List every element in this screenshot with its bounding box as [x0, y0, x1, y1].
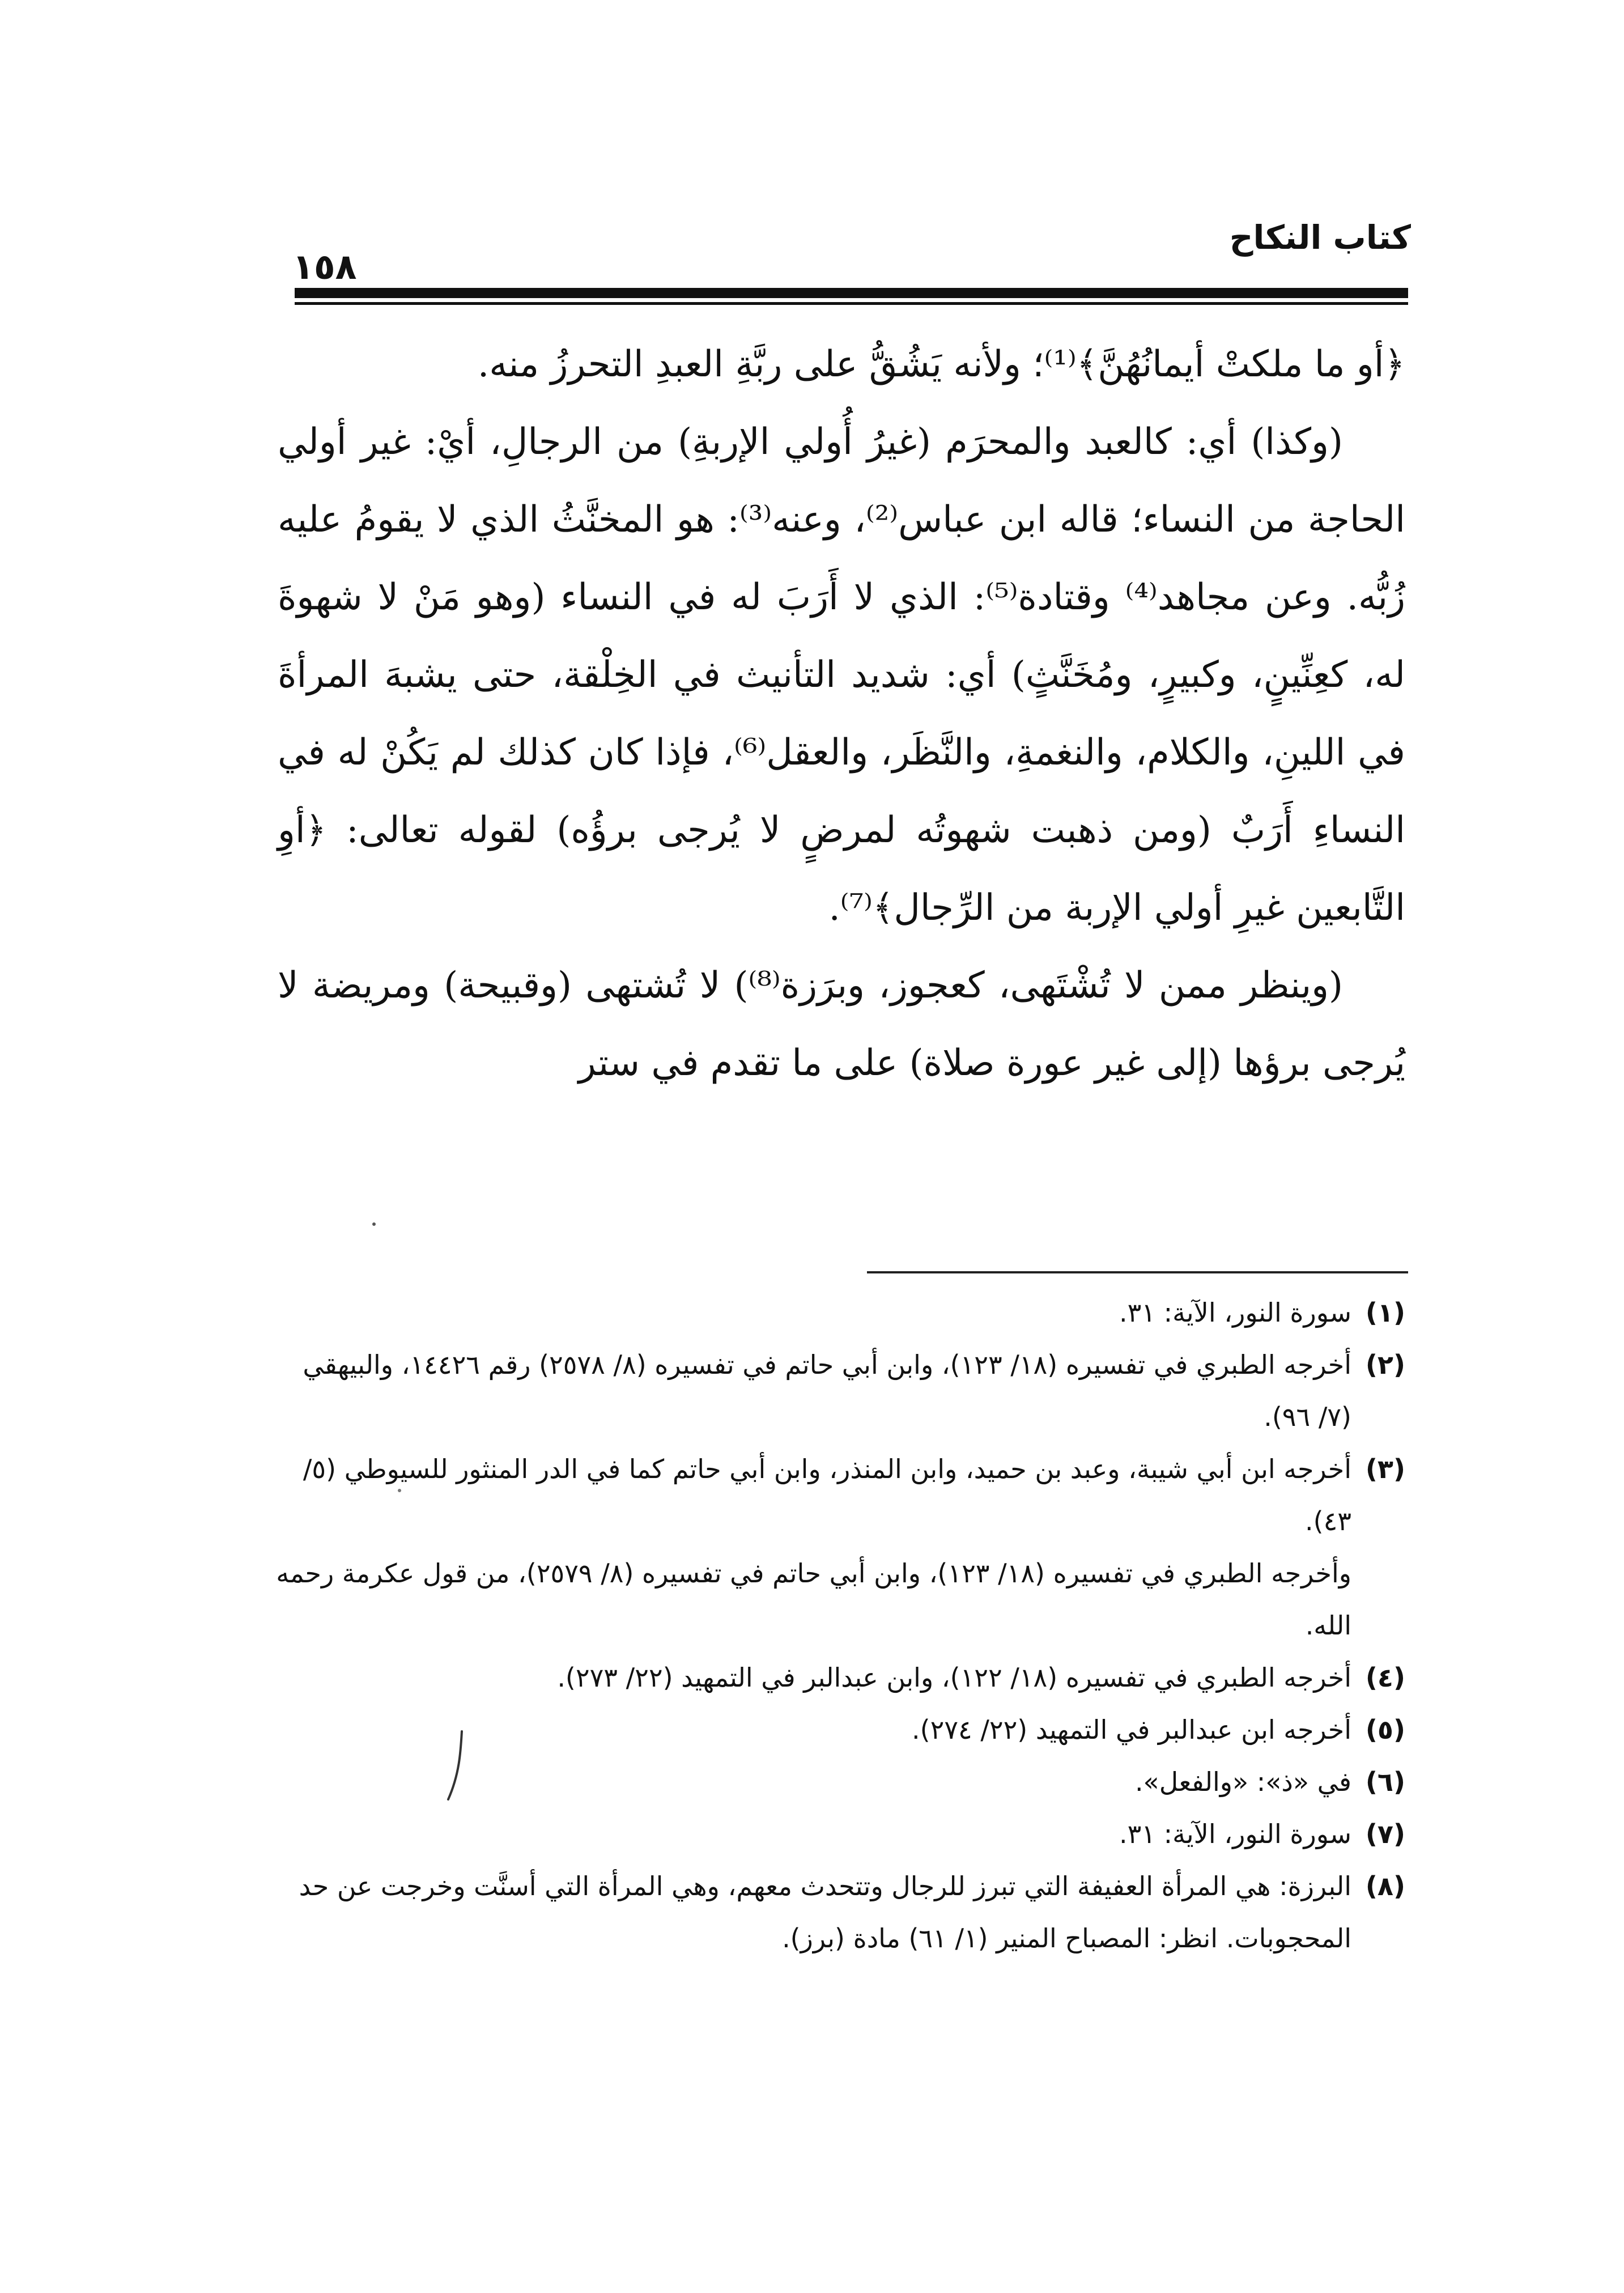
page-number: ١٥٨	[292, 246, 357, 287]
footnote-text: أخرجه ابن أبي شيبة، وعبد بن حميد، وابن المنذر، وابن أبي حاتم كما في الدر المنثور للسيوطي (٥/ ٤٣).	[303, 1454, 1351, 1536]
header-rule-thick	[295, 288, 1408, 298]
footnote-7	[275, 1808, 1405, 1860]
footnotes	[275, 1286, 1405, 1964]
footnote-number: (٦)	[1365, 1767, 1405, 1797]
header-rule-thin	[295, 302, 1408, 305]
footnote-number: (١)	[1365, 1297, 1405, 1328]
footnote-number: (٧)	[1365, 1819, 1405, 1849]
footnote-number: (٨)	[1365, 1871, 1405, 1901]
footnote-number: (٢)	[1365, 1349, 1405, 1380]
footnote-text: البرزة: هي المرأة العفيفة التي تبرز للرجال وتتحدث معهم، وهي المرأة التي أسنَّت وخرجت عن حد المحجوبات. انظر: المصباح المنير (١/ ٦١) مادة (برز).	[299, 1871, 1351, 1954]
paragraph-2: (وكذا) أي: كالعبد والمحرَم (غيرُ أُولي الإربةِ) من الرجالِ، أيْ: غير أولي الحاجة من النساء؛ قاله ابن عباس⁽²⁾، وعنه⁽³⁾: هو المخنَّثُ الذي لا يقومُ عليه زُبُّه. وعن مجاهد⁽⁴⁾ وقتادة⁽⁵⁾: الذي لا أَرَبَ له في النساء (وهو مَنْ لا شهوةَ له، كعِنِّينٍ، وكبيرٍ، ومُخَنَّثٍ) أي: شديد التأنيث في الخِلْقة، حتى يشبهَ المرأةَ في اللينِ، والكلام، والنغمةِ، والنَّظَر، والعقل⁽⁶⁾، فإذا كان كذلك لم يَكُنْ له في النساءِ أَرَبٌ (ومن ذهبت شهوتُه لمرضٍ لا يُرجى برؤُه) لقوله تعالى: ﴿أوِ التَّابعين غيرِ أولي الإربة من الرِّجال﴾⁽⁷⁾.	[278, 421, 1406, 929]
handwritten-mark	[445, 1729, 467, 1802]
running-title: كتاب النكاح	[1229, 218, 1411, 257]
footnote-text: أخرجه الطبري في تفسيره (١٨/ ١٢٣)، وابن أبي حاتم في تفسيره (٨/ ٢٥٧٨) رقم ١٤٤٢٦، والبيهقي (٧/ ٩٦).	[303, 1349, 1351, 1432]
footnote-text: وأخرجه الطبري في تفسيره (١٨/ ١٢٣)، وابن أبي حاتم في تفسيره (٨/ ٢٥٧٩)، من قول عكرمة رحمه الله.	[276, 1558, 1351, 1641]
footnote-3	[275, 1443, 1405, 1547]
footnote-text: سورة النور، الآية: ٣١.	[1119, 1819, 1351, 1849]
paragraph-3: (وينظر ممن لا تُشْتَهى، كعجوز، وبرَزة⁽⁸⁾) لا تُشتهى (وقبيحة) ومريضة لا يُرجى برؤها (إلى غير عورة صلاة) على ما تقدم في ستر	[278, 965, 1405, 1084]
main-text	[278, 326, 1405, 1102]
paragraph-1: ﴿أو ما ملكتْ أيمانُهُنَّ﴾⁽¹⁾؛ ولأنه يَشُقُّ على ربَّةِ العبدِ التحرزُ منه.	[477, 343, 1405, 385]
footnote-3-continued	[275, 1547, 1405, 1651]
footnote-number: (٥)	[1365, 1714, 1405, 1745]
footnote-2	[275, 1339, 1405, 1443]
footnote-text: أخرجه ابن عبدالبر في التمهيد (٢٢/ ٢٧٤).	[912, 1714, 1351, 1745]
footnote-1	[275, 1286, 1405, 1339]
footnote-number: (٤)	[1365, 1662, 1405, 1693]
footnote-separator	[867, 1271, 1408, 1273]
footnote-8	[275, 1860, 1405, 1964]
footnote-text: أخرجه الطبري في تفسيره (١٨/ ١٢٢)، وابن عبدالبر في التمهيد (٢٢/ ٢٧٣).	[557, 1662, 1351, 1693]
footnote-text: في «ذ»: «والفعل».	[1134, 1767, 1351, 1797]
footnote-text: سورة النور، الآية: ٣١.	[1119, 1297, 1351, 1328]
footnote-4	[275, 1651, 1405, 1704]
footnote-number: (٣)	[1365, 1454, 1405, 1484]
